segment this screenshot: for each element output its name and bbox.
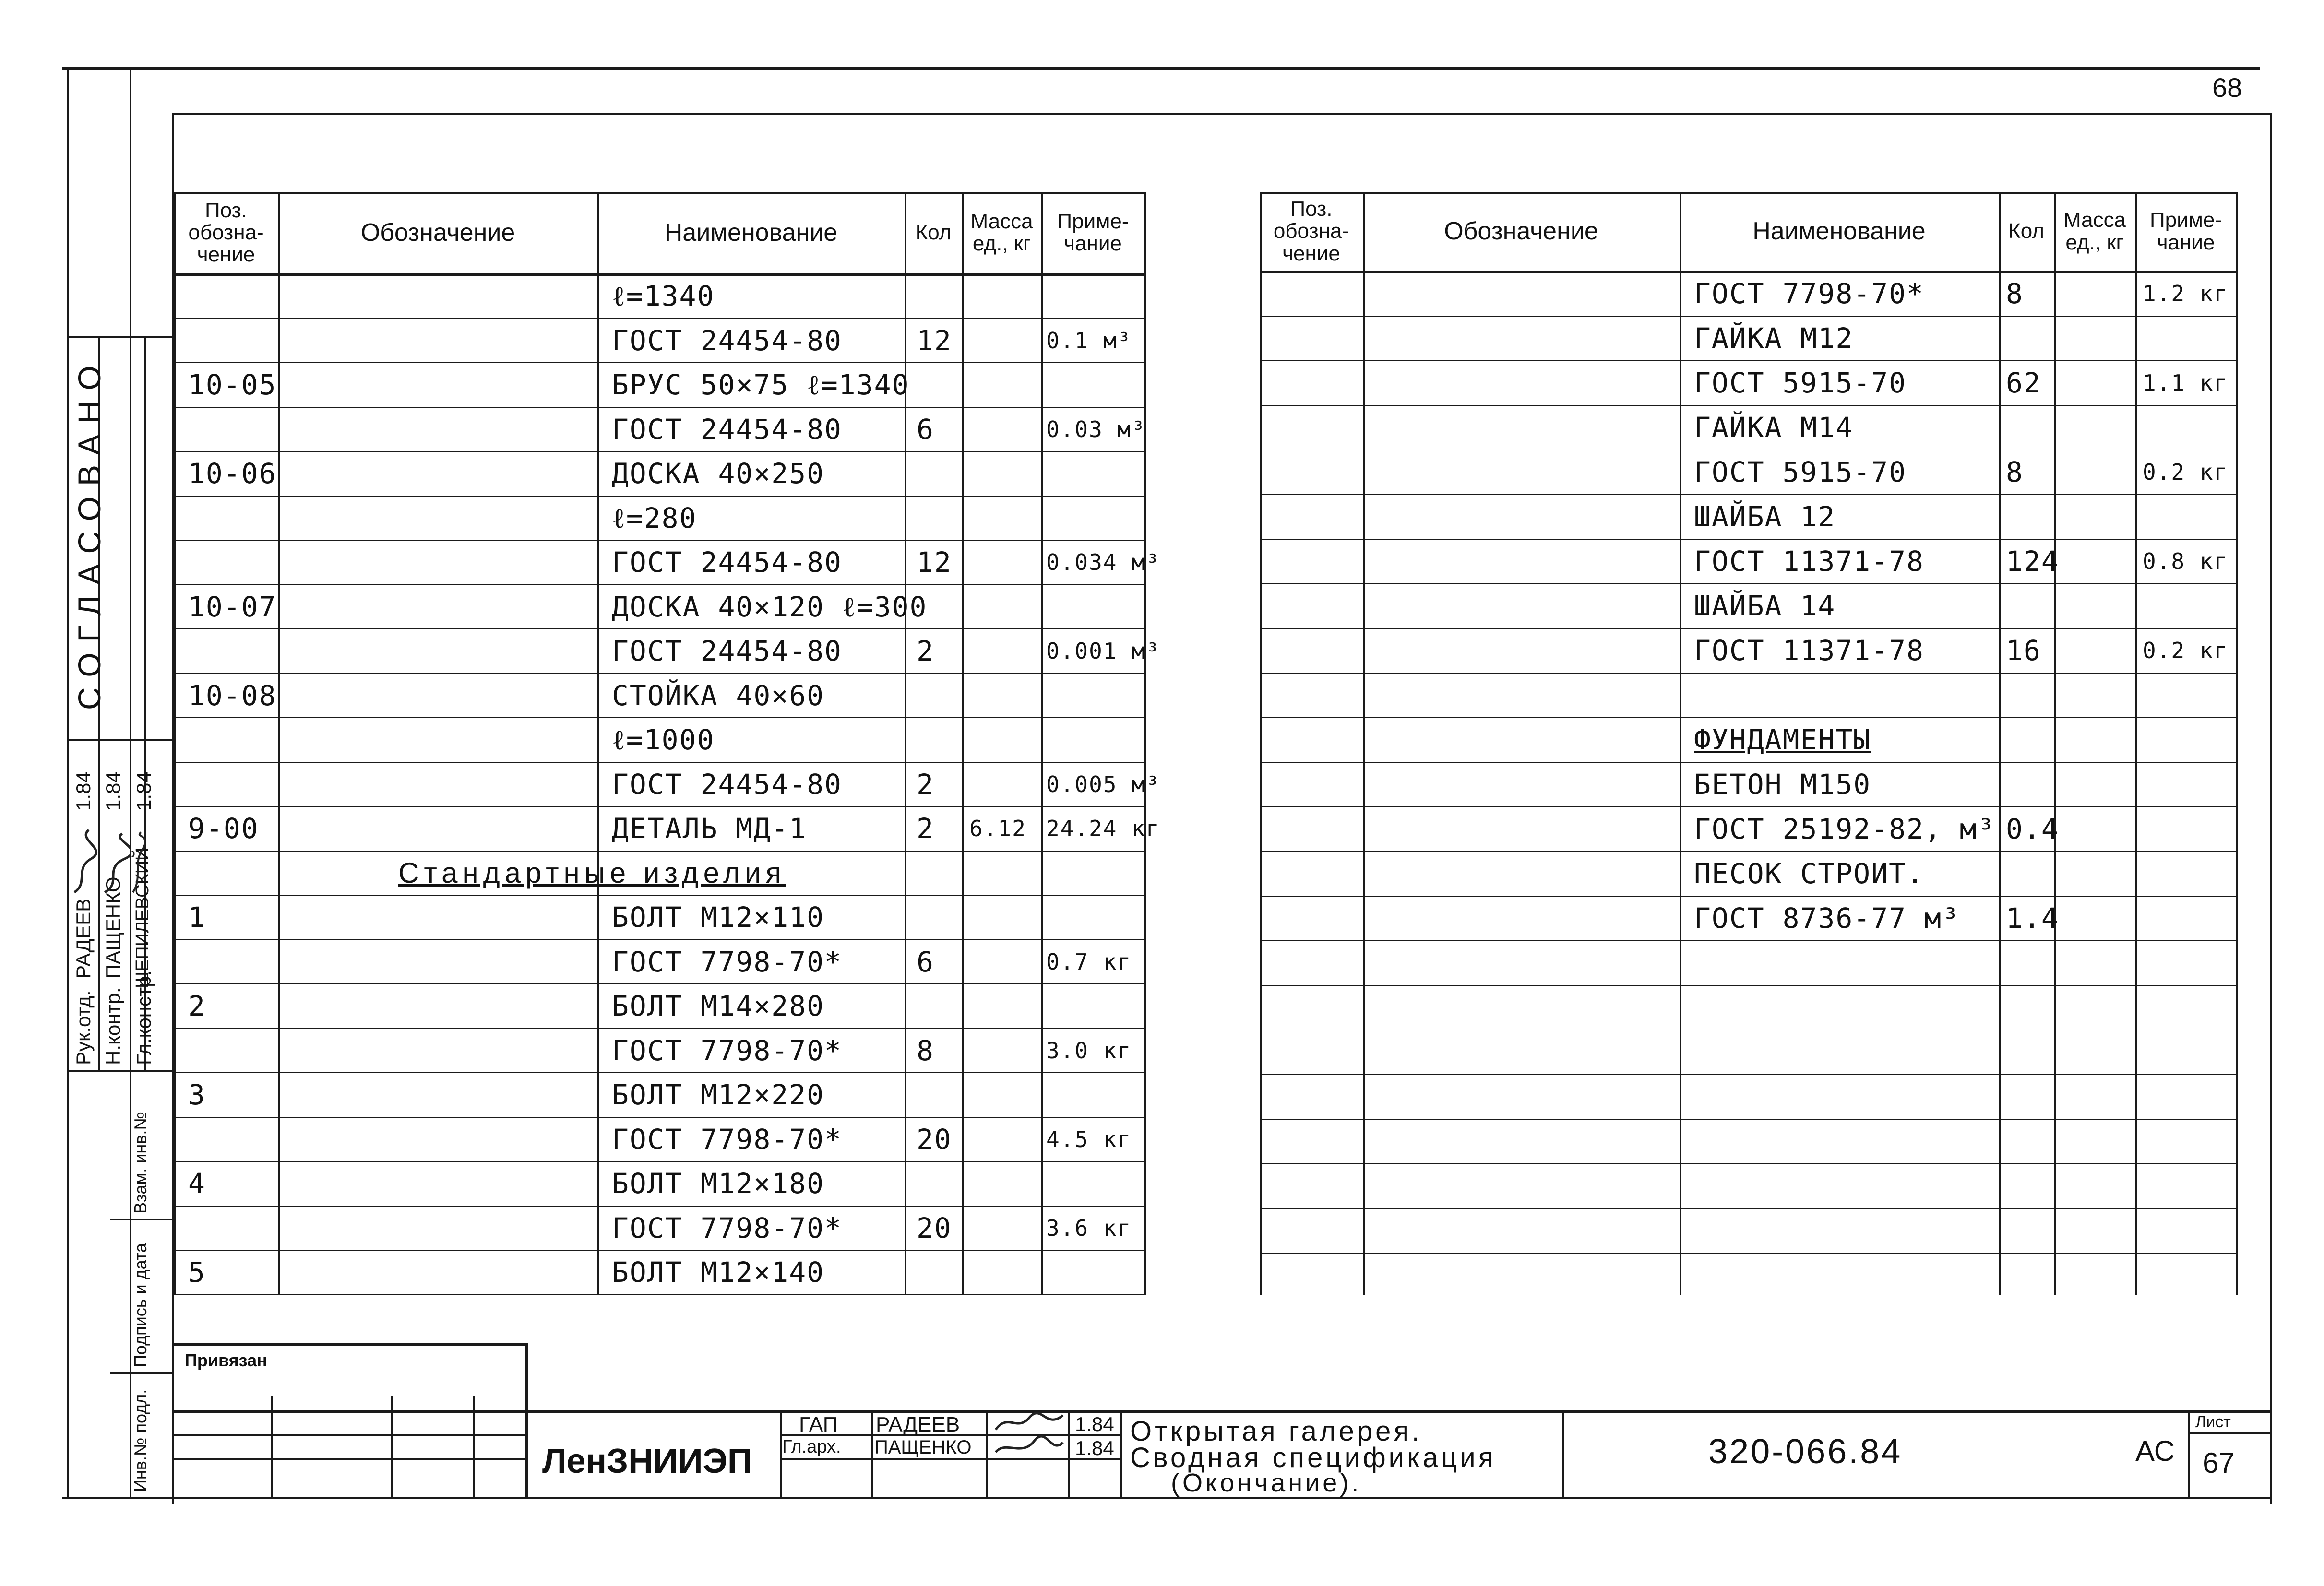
tb-sheet-row bbox=[2188, 1432, 2272, 1434]
right_table-col-line-6 bbox=[2236, 192, 2238, 1295]
left-row-pos: 5 bbox=[188, 1256, 206, 1289]
left-row-name: ГОСТ 7798-70* bbox=[612, 1123, 842, 1156]
left_table-col-line-1 bbox=[278, 192, 280, 1295]
right_table-header-mass: Масса ед., кг bbox=[2063, 208, 2126, 254]
left-row-note: 0.1 м³ bbox=[1046, 327, 1132, 354]
left-row-name: ДЕТАЛЬ МД-1 bbox=[612, 812, 807, 845]
left_table-row-line-3 bbox=[174, 407, 1144, 408]
stamp-left-edge bbox=[67, 67, 69, 1497]
left-row-name: ℓ=1000 bbox=[612, 723, 715, 756]
left-row-name: СТОЙКА 40×60 bbox=[612, 679, 825, 712]
right_table-row-line-6 bbox=[1260, 539, 2236, 540]
right-row-name: ФУНДАМЕНТЫ bbox=[1694, 723, 1871, 756]
left_table-row-line-12 bbox=[174, 806, 1144, 807]
right_table-col-line-3 bbox=[1999, 192, 2001, 1295]
stamp-signature-2 bbox=[101, 830, 130, 897]
left-row-mass: 6.12 bbox=[969, 816, 1026, 841]
left_table-row-line-4 bbox=[174, 451, 1144, 452]
left_table-header-qty: Кол bbox=[915, 220, 952, 244]
right-row-name: ГОСТ 11371-78 bbox=[1694, 545, 1924, 578]
tb-signature-1 bbox=[993, 1410, 1065, 1434]
left_table-header-designation: Обозначение bbox=[360, 218, 515, 247]
right-row-qty: 8 bbox=[2006, 277, 2024, 310]
tb-role-1: ГАП bbox=[799, 1413, 838, 1436]
right-row-name: ГОСТ 5915-70 bbox=[1694, 367, 1907, 399]
left-row-note: 4.5 кг bbox=[1046, 1126, 1132, 1152]
right-row-qty: 16 bbox=[2006, 634, 2041, 667]
left-row-name: ДОСКА 40×250 bbox=[612, 457, 825, 490]
left-row-name: БОЛТ М14×280 bbox=[612, 990, 825, 1022]
left_table-row-line-6 bbox=[174, 540, 1144, 541]
right_table-row-line-2 bbox=[1260, 360, 2236, 361]
left-row-qty: 2 bbox=[917, 812, 934, 845]
left-row-name: ДОСКА 40×120 ℓ=300 bbox=[612, 590, 928, 623]
right_table-header-note: Приме- чание bbox=[2149, 208, 2222, 254]
tb-col-1 bbox=[271, 1396, 273, 1497]
right_table-row-line-19 bbox=[1260, 1119, 2236, 1120]
tb-col-2 bbox=[391, 1396, 393, 1497]
left_table-col-line-2 bbox=[597, 192, 599, 1295]
left-row-pos: 3 bbox=[188, 1078, 206, 1111]
left_table-col-line-6 bbox=[1144, 192, 1146, 1295]
stamp-role-3: Гл.констр. bbox=[132, 970, 155, 1065]
right-row-note: 1.2 кг bbox=[2143, 281, 2229, 307]
left_table-row-line-8 bbox=[174, 628, 1144, 629]
left-row-pos: 9-00 bbox=[188, 812, 259, 845]
stamp-h-line-3 bbox=[67, 1070, 173, 1072]
left_table-header-pos: Поз. обозна- чение bbox=[188, 198, 264, 267]
stamp-h-line-1 bbox=[67, 336, 173, 338]
right_table-row-line-18 bbox=[1260, 1074, 2236, 1075]
tb-docnum-left bbox=[1562, 1410, 1564, 1497]
left-row-pos: 10-06 bbox=[188, 457, 277, 490]
right_table-row-line-11 bbox=[1260, 762, 2236, 763]
left_table-row-line-17 bbox=[174, 1028, 1144, 1029]
stamp-replace-inv-label: Взам. инв.№ bbox=[131, 1111, 150, 1214]
left-row-qty: 20 bbox=[917, 1211, 952, 1244]
left-row-name: ГОСТ 24454-80 bbox=[612, 413, 842, 446]
right_table-col-line-5 bbox=[2135, 192, 2137, 1295]
stamp-sign-date-label: Подпись и дата bbox=[131, 1243, 150, 1367]
frame-bottom-line bbox=[62, 1497, 2272, 1499]
left_table-row-line-7 bbox=[174, 584, 1144, 585]
right_table-row-line-3 bbox=[1260, 405, 2236, 406]
left_table-row-line-21 bbox=[174, 1206, 1144, 1207]
right-row-qty: 8 bbox=[2006, 456, 2024, 488]
left_table-row-line-19 bbox=[174, 1117, 1144, 1118]
left_table-row-line-23 bbox=[174, 1294, 1144, 1295]
left-row-note: 0.001 м³ bbox=[1046, 638, 1160, 664]
left-row-qty: 2 bbox=[917, 635, 934, 667]
stamp-signature-1 bbox=[70, 825, 98, 897]
left-row-name: БОЛТ М12×220 bbox=[612, 1078, 825, 1111]
right-row-qty: 1.4 bbox=[2006, 902, 2059, 935]
right-row-qty: 0.4 bbox=[2006, 813, 2059, 845]
stamp-h-line-2 bbox=[67, 739, 173, 741]
right_table-row-line-7 bbox=[1260, 583, 2236, 584]
stamp-role-1: Рук.отд. bbox=[72, 990, 95, 1065]
right_table-col-line-1 bbox=[1363, 192, 1365, 1295]
left-row-note: 0.7 кг bbox=[1046, 948, 1132, 975]
tb-row-line-1 bbox=[173, 1434, 528, 1436]
stamp-orig-inv-label: Инв.№ подл. bbox=[131, 1389, 150, 1492]
stamp-signature-3 bbox=[131, 830, 145, 897]
left-row-qty: 6 bbox=[917, 945, 934, 978]
right-row-name: БЕТОН М150 bbox=[1694, 768, 1871, 801]
left_table-col-line-3 bbox=[905, 192, 906, 1295]
right_table-header-border bbox=[1260, 271, 2236, 273]
left-row-name: ГОСТ 7798-70* bbox=[612, 1211, 842, 1244]
left_table-col-line-5 bbox=[1041, 192, 1043, 1295]
tb-sheet-number: 67 bbox=[2203, 1447, 2235, 1479]
right_table-row-line-9 bbox=[1260, 673, 2236, 674]
left_table-row-line-10 bbox=[174, 717, 1144, 718]
left-row-name: БРУС 50×75 ℓ=1340 bbox=[612, 368, 910, 401]
left-row-name: ℓ=1340 bbox=[612, 280, 715, 312]
right-row-name: ШАЙБА 12 bbox=[1694, 500, 1836, 533]
right-row-note: 0.2 кг bbox=[2143, 638, 2229, 663]
left_table-col-line-4 bbox=[962, 192, 964, 1295]
left-row-name: ГОСТ 24454-80 bbox=[612, 324, 842, 357]
stamp-h-line-5 bbox=[110, 1372, 173, 1374]
stamp-name-1: РАДЕЕВ bbox=[72, 898, 95, 979]
tb-row-line-2 bbox=[173, 1458, 528, 1460]
right_table-row-line-5 bbox=[1260, 494, 2236, 495]
left-row-name: ГОСТ 24454-80 bbox=[612, 635, 842, 667]
tb-date-1: 1.84 bbox=[1075, 1413, 1114, 1435]
right_table-row-line-8 bbox=[1260, 628, 2236, 629]
tb-role-2: Гл.арх. bbox=[782, 1437, 841, 1457]
tb-stage: АС bbox=[2135, 1435, 2175, 1467]
right_table-col-line-0 bbox=[1260, 192, 1262, 1295]
left_table-row-line-20 bbox=[174, 1161, 1144, 1162]
left-row-qty: 8 bbox=[917, 1034, 934, 1067]
right_table-row-line-12 bbox=[1260, 806, 2236, 807]
stamp-date-1: 1.84 bbox=[72, 771, 95, 811]
right_table-row-line-13 bbox=[1260, 851, 2236, 852]
right_table-col-line-4 bbox=[2054, 192, 2056, 1295]
left-row-name: БОЛТ М12×180 bbox=[612, 1167, 825, 1200]
tb-col-3 bbox=[473, 1396, 475, 1497]
stamp-role-2: Н.контр. bbox=[102, 987, 124, 1065]
left-row-qty: 12 bbox=[917, 324, 952, 357]
left-row-note: 0.034 м³ bbox=[1046, 549, 1160, 575]
tb-main-top bbox=[173, 1410, 2272, 1413]
left-row-note: 24.24 кг bbox=[1046, 816, 1160, 841]
right-row-name: ГОСТ 8736-77 м³ bbox=[1694, 902, 1960, 935]
stamp-name-2: ПАЩЕНКО bbox=[102, 876, 124, 979]
left-row-note: 0.03 м³ bbox=[1046, 416, 1146, 442]
right-row-note: 0.8 кг bbox=[2143, 548, 2229, 574]
tb-linked-top bbox=[173, 1343, 528, 1346]
left-row-name: ℓ=280 bbox=[612, 501, 697, 534]
right_table-row-line-22 bbox=[1260, 1253, 2236, 1254]
right_table-row-line-14 bbox=[1260, 896, 2236, 897]
right_table-header-designation: Обозначение bbox=[1444, 217, 1598, 246]
tb-roles-left bbox=[780, 1410, 782, 1497]
left-row-pos: 10-08 bbox=[188, 679, 277, 712]
right-row-qty: 124 bbox=[2006, 545, 2059, 578]
right-row-name: ПЕСОК СТРОИТ. bbox=[1694, 857, 1924, 890]
left-row-pos: 2 bbox=[188, 990, 206, 1022]
left_table-header-name: Наименование bbox=[664, 218, 838, 247]
left-row-qty: 20 bbox=[917, 1123, 952, 1156]
left-row-pos: 1 bbox=[188, 901, 206, 934]
left_table-row-line-11 bbox=[174, 762, 1144, 763]
left-row-name: ГОСТ 24454-80 bbox=[612, 546, 842, 579]
right_table-col-line-2 bbox=[1680, 192, 1681, 1295]
right-row-name: ГАЙКА М12 bbox=[1694, 322, 1854, 355]
left_table-row-line-14 bbox=[174, 895, 1144, 896]
tb-sheet-label: Лист bbox=[2195, 1413, 2231, 1431]
right_table-row-line-10 bbox=[1260, 717, 2236, 718]
left-row-name: ГОСТ 7798-70* bbox=[612, 945, 842, 978]
agreed-label: СОГЛАСОВАНО bbox=[72, 355, 107, 710]
left_table-header-note: Приме- чание bbox=[1057, 209, 1129, 255]
left_table-row-line-13 bbox=[174, 851, 1144, 852]
right-row-name: ГОСТ 25192-82, м³ bbox=[1694, 813, 1995, 845]
left-row-note: 0.005 м³ bbox=[1046, 771, 1160, 797]
tb-roles-mid3 bbox=[1068, 1410, 1070, 1497]
frame-top-line bbox=[62, 67, 2260, 70]
tb-roles-right bbox=[1120, 1410, 1122, 1497]
tb-linked-right bbox=[525, 1343, 528, 1497]
left-row-name: БОЛТ М12×140 bbox=[612, 1256, 825, 1289]
right-row-name: ГОСТ 11371-78 bbox=[1694, 634, 1924, 667]
left-row-note: 3.6 кг bbox=[1046, 1215, 1132, 1241]
left_table-row-line-5 bbox=[174, 496, 1144, 497]
tb-roles-row2 bbox=[780, 1458, 1120, 1460]
left_table-row-line-2 bbox=[174, 362, 1144, 363]
left_table-row-line-15 bbox=[174, 939, 1144, 940]
right-row-note: 0.2 кг bbox=[2143, 459, 2229, 485]
left-row-note: 3.0 кг bbox=[1046, 1037, 1132, 1064]
left-row-qty: 6 bbox=[917, 413, 934, 446]
stamp-name-3: ШЕПИЛЕВСКИЙ bbox=[132, 847, 153, 988]
left_table-row-line-16 bbox=[174, 983, 1144, 984]
right-row-name: ГАЙКА М14 bbox=[1694, 411, 1854, 444]
tb-signature-2 bbox=[993, 1435, 1065, 1459]
left-row-pos: 10-05 bbox=[188, 368, 277, 401]
tb-date-2: 1.84 bbox=[1075, 1437, 1114, 1459]
right_table-row-line-21 bbox=[1260, 1208, 2236, 1209]
left-row-qty: 12 bbox=[917, 546, 952, 579]
left-row-name: ГОСТ 24454-80 bbox=[612, 768, 842, 801]
right_table-row-line-1 bbox=[1260, 316, 2236, 317]
left_table-header-mass: Масса ед., кг bbox=[970, 209, 1033, 255]
frame-right-line bbox=[2270, 113, 2272, 1504]
right-row-qty: 62 bbox=[2006, 367, 2041, 399]
tb-doc-number: 320-066.84 bbox=[1708, 1432, 1903, 1471]
right_table-header-qty: Кол bbox=[2008, 219, 2044, 243]
tb-org-name: ЛенЗНИИЭП bbox=[542, 1442, 752, 1480]
tb-name-2: ПАЩЕНКО bbox=[874, 1437, 972, 1458]
tb-title-line-1: Открытая галерея. bbox=[1130, 1416, 1422, 1447]
tb-roles-mid1 bbox=[871, 1410, 873, 1497]
left_table-row-line-9 bbox=[174, 673, 1144, 674]
left_table-row-line-1 bbox=[174, 318, 1144, 319]
left-row-name: ГОСТ 7798-70* bbox=[612, 1034, 842, 1067]
stamp-date-2: 1.84 bbox=[102, 771, 124, 811]
tb-title-line-2: Сводная спецификация bbox=[1130, 1442, 1497, 1473]
stamp-h-line-4 bbox=[110, 1219, 173, 1220]
left_table-row-line-18 bbox=[174, 1072, 1144, 1073]
tb-title-line-3: (Окончание). bbox=[1171, 1468, 1362, 1497]
tb-linked-label: Привязан bbox=[185, 1350, 267, 1370]
frame-top-inner-line bbox=[173, 113, 2270, 115]
stamp-date-3: 1.84 bbox=[132, 771, 155, 811]
right-row-name: ГОСТ 5915-70 bbox=[1694, 456, 1907, 488]
right_table-header-pos: Поз. обозна- чение bbox=[1273, 197, 1349, 265]
right-row-note: 1.1 кг bbox=[2143, 370, 2229, 396]
left_table-row-line-22 bbox=[174, 1250, 1144, 1251]
right_table-row-line-16 bbox=[1260, 985, 2236, 986]
right_table-header-name: Наименование bbox=[1752, 217, 1926, 246]
left-row-name: БОЛТ М12×110 bbox=[612, 901, 825, 934]
section-heading-standard-items: Стандартные изделия bbox=[398, 857, 786, 889]
tb-sheet-left bbox=[2188, 1410, 2190, 1497]
right-row-name: ГОСТ 7798-70* bbox=[1694, 277, 1924, 310]
right_table-row-line-15 bbox=[1260, 940, 2236, 941]
left_table-col-line-0 bbox=[174, 192, 176, 1295]
left_table-header-border bbox=[174, 273, 1144, 276]
right_table-row-line-20 bbox=[1260, 1163, 2236, 1164]
sheet-corner-number: 68 bbox=[2212, 72, 2242, 103]
tb-roles-mid2 bbox=[986, 1410, 988, 1497]
left-row-pos: 10-07 bbox=[188, 590, 277, 623]
left-row-pos: 4 bbox=[188, 1167, 206, 1200]
right-row-name: ШАЙБА 14 bbox=[1694, 590, 1836, 622]
tb-name-1: РАДЕЕВ bbox=[876, 1413, 960, 1436]
left-row-qty: 2 bbox=[917, 768, 934, 801]
